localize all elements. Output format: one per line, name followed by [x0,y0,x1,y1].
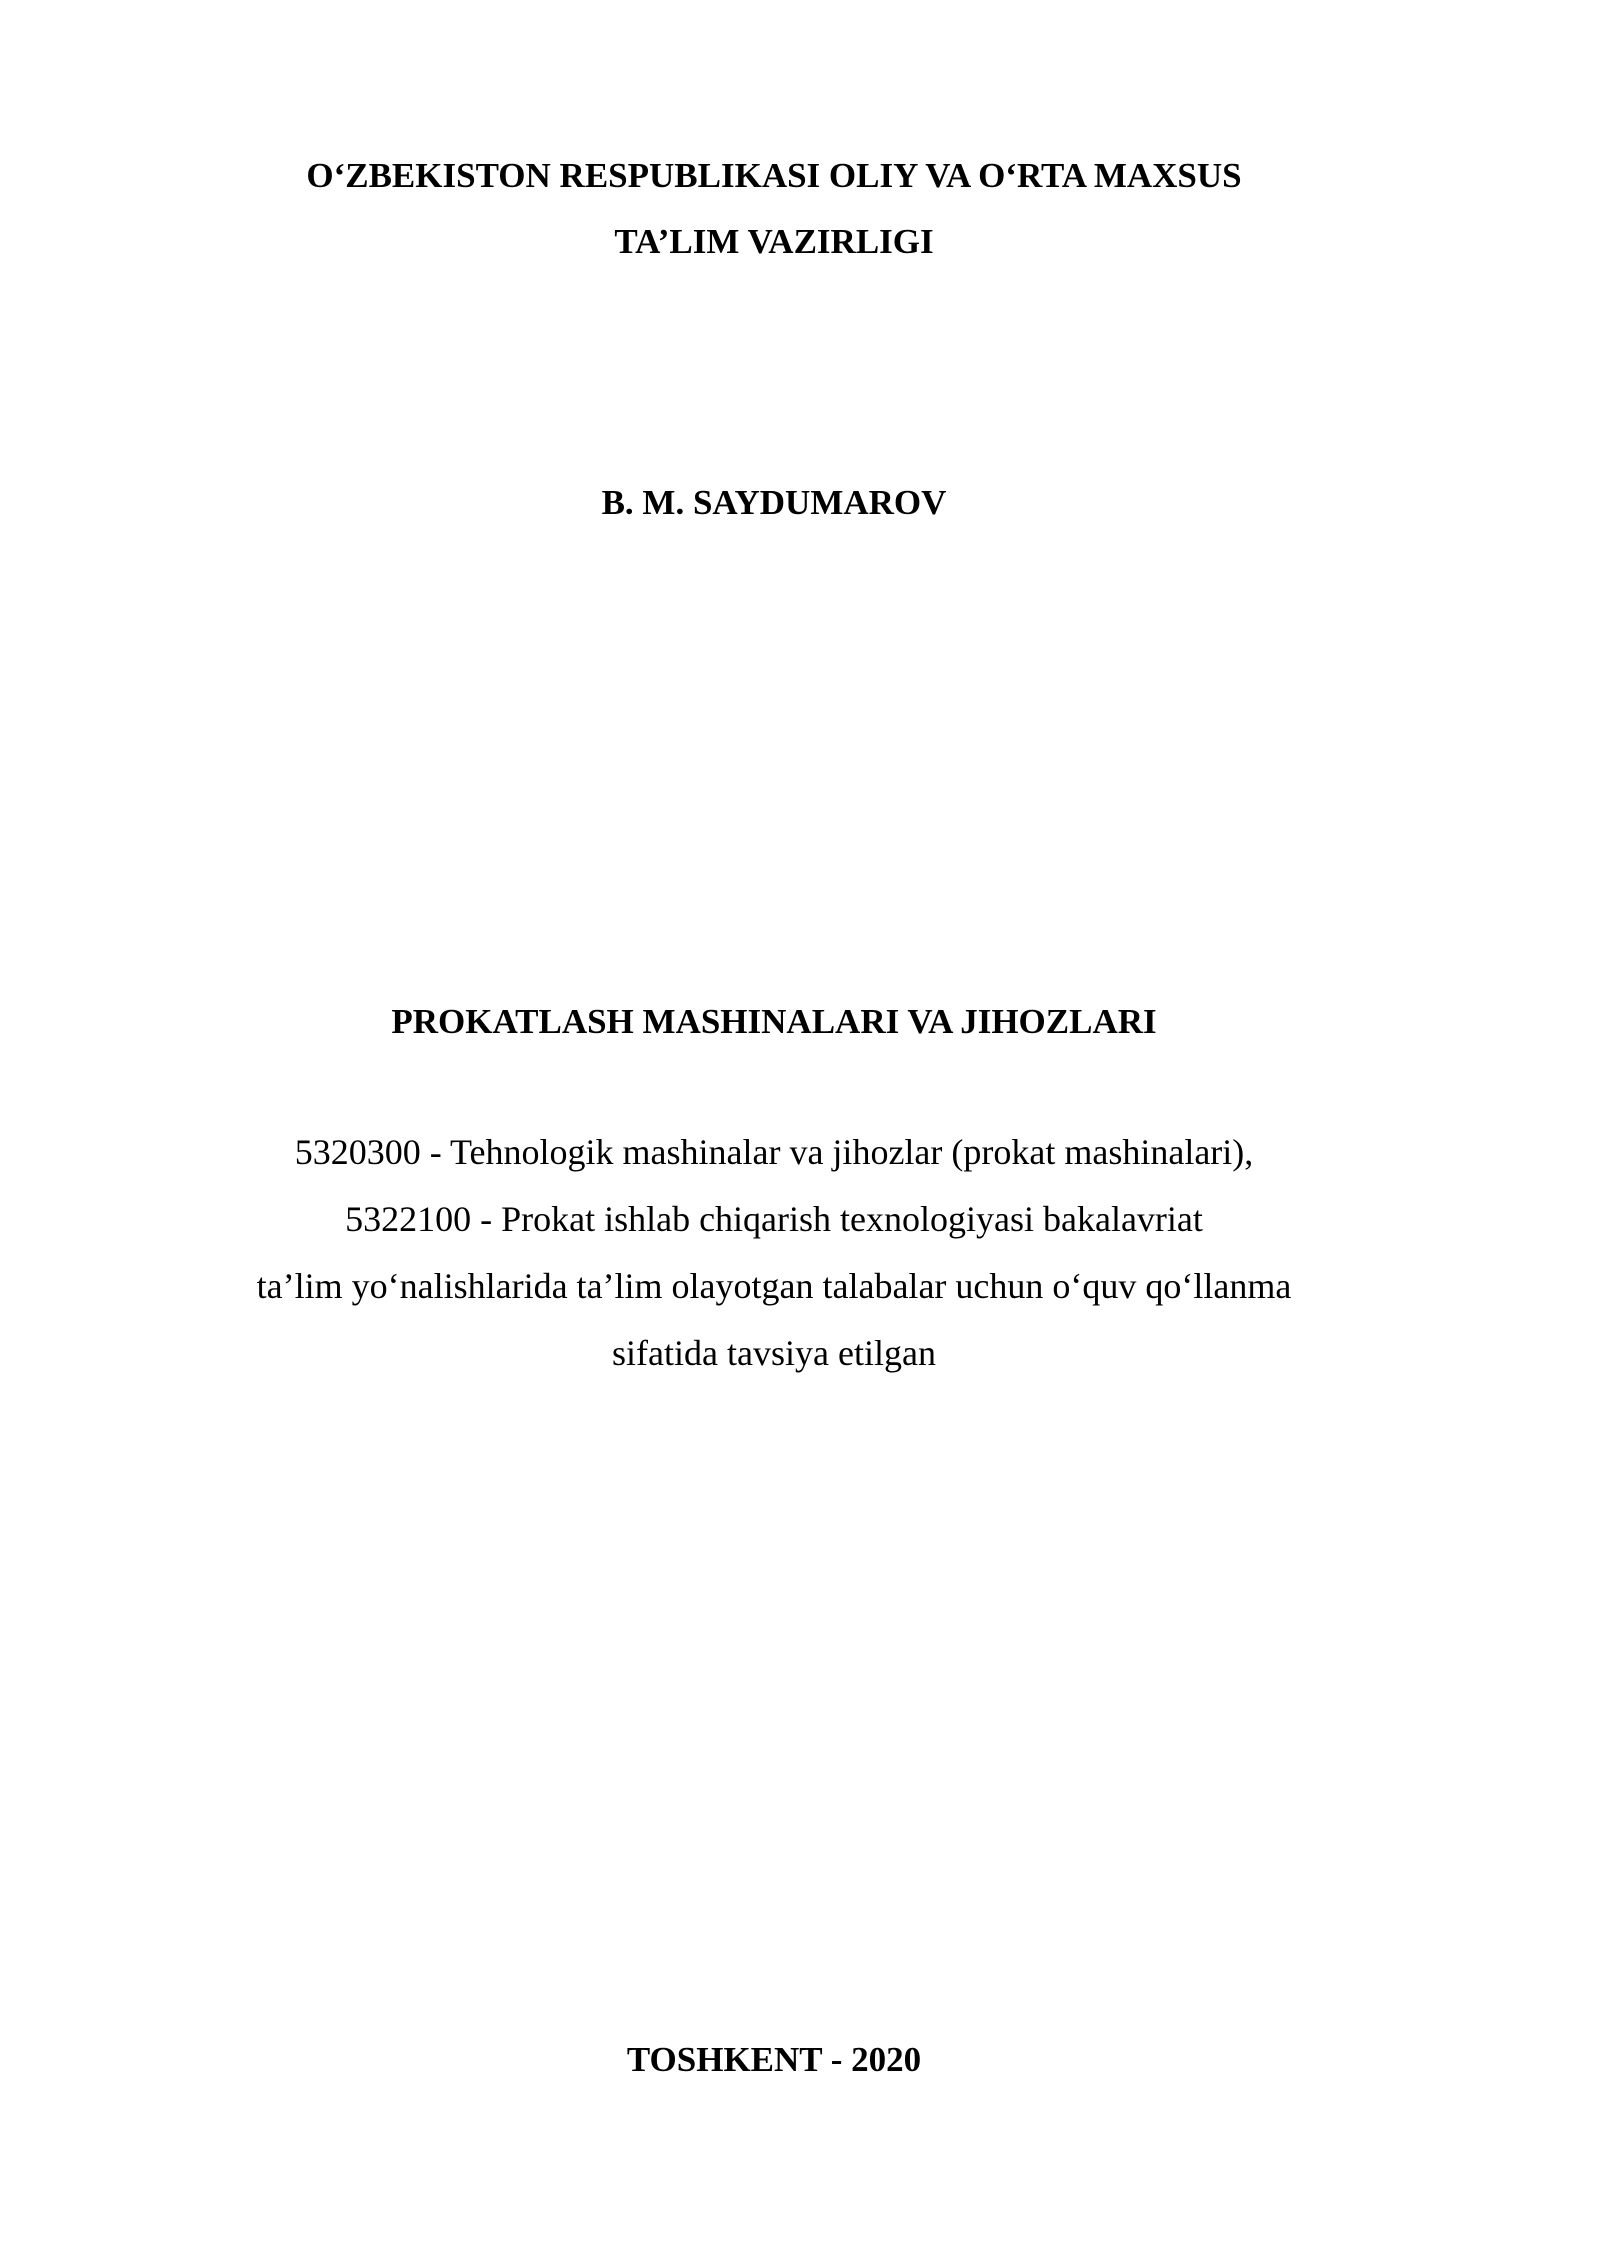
ministry-heading-line-2: TA’LIM VAZIRLIGI [614,222,934,261]
description-line-3: ta’lim yo‘nalishlarida ta’lim olayotgan talabalar uchun o‘quv qo‘llanma [256,1266,1292,1306]
ministry-heading-line-1: O‘ZBEKISTON RESPUBLIKASI OLIY VA O‘RTA MAXSUS [306,156,1242,195]
document-title: PROKATLASH MASHINALARI VA JIHOZLARI [391,1002,1157,1041]
city-year: TOSHKENT - 2020 [626,2040,922,2079]
description-line-1: 5320300 - Tehnologik mashinalar va jihozlar (prokat mashinalari), [294,1132,1254,1172]
description-line-2: 5322100 - Prokat ishlab chiqarish texnologiyasi bakalavriat [345,1199,1203,1239]
description-line-4: sifatida tavsiya etilgan [612,1333,936,1373]
author-name: B. M. SAYDUMAROV [601,483,947,522]
